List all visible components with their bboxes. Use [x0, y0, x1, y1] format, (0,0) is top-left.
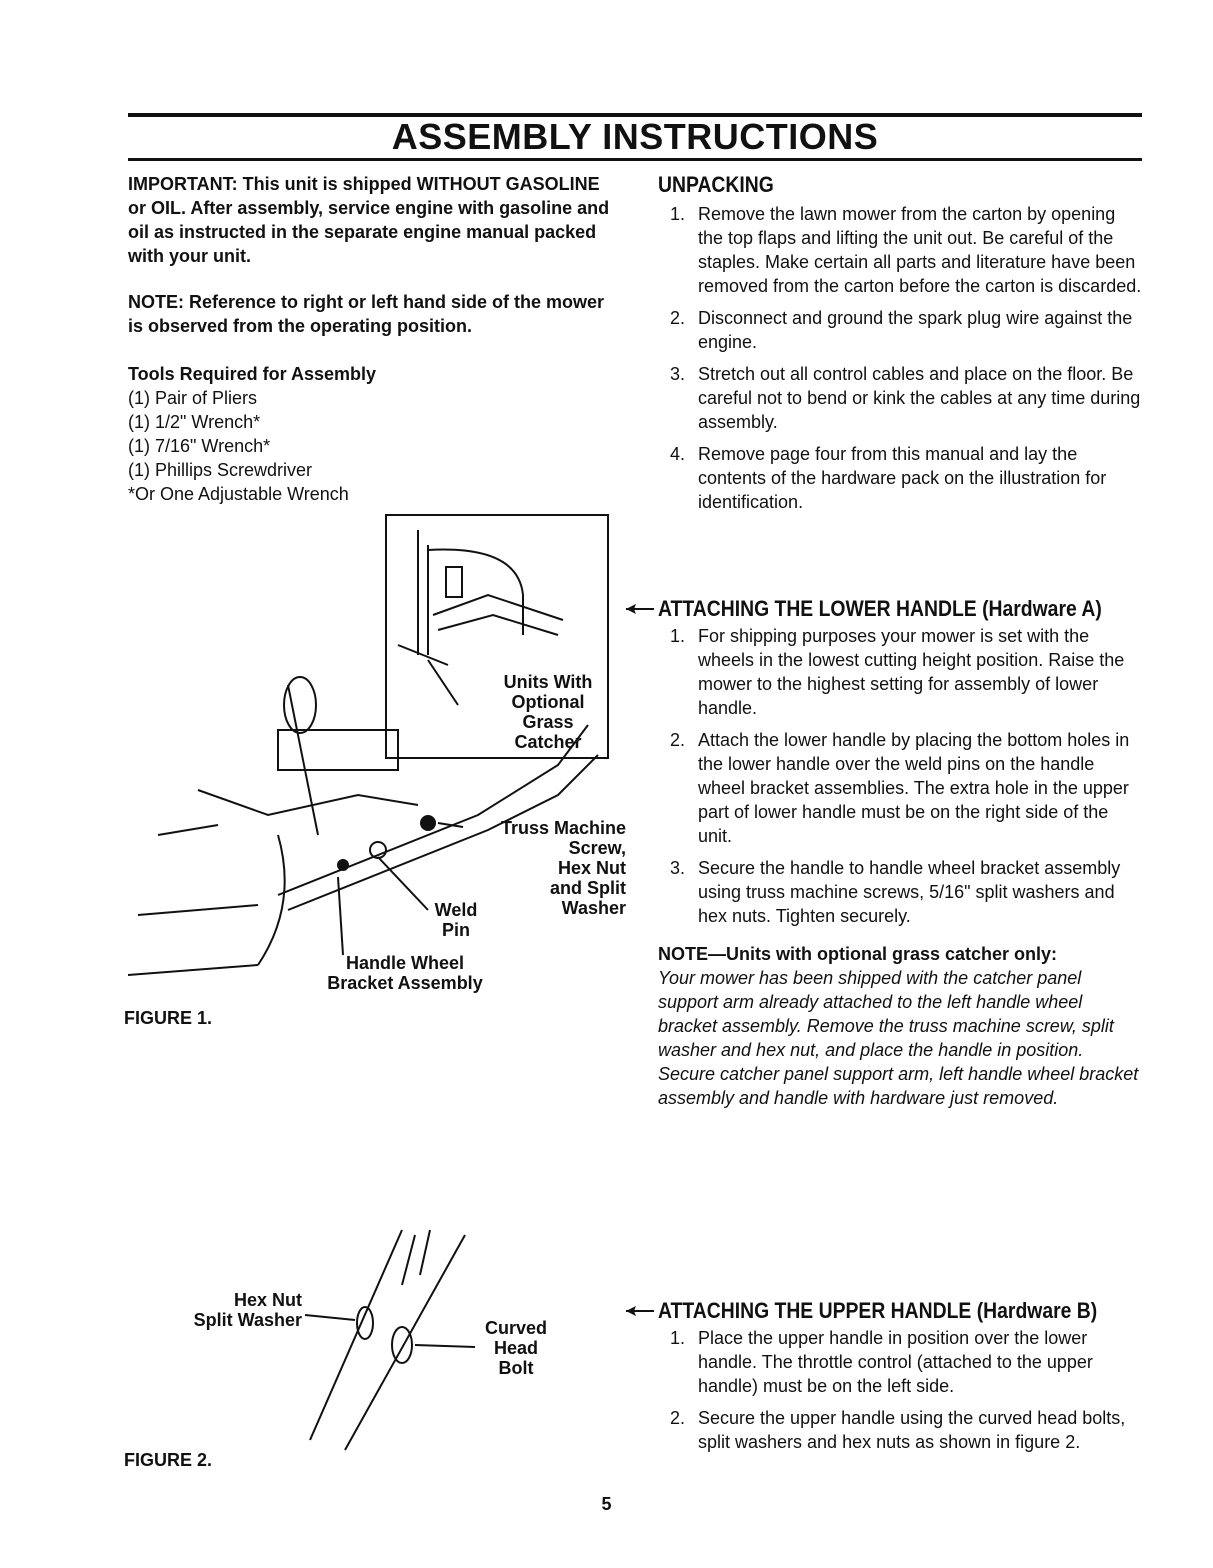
unpacking-steps: [658, 202, 1143, 514]
list-item: 1. Remove the lawn mower from the carton by opening the top flaps and lifting the unit out. Be careful of the staples. Make certain all parts and literature have been removed from the carton before the carton is discarded.: [670, 204, 1142, 296]
unpacking-section: [658, 172, 1143, 522]
hex-nut-dot: [420, 815, 436, 831]
side-reference-note: NOTE: Reference to right or left hand side of the mower is observed from the operating position.: [128, 292, 605, 336]
upper-handle-title: ATTACHING THE UPPER HANDLE (Hardware B): [658, 1298, 1098, 1323]
upper-handle-steps: [658, 1326, 1143, 1454]
page-number: 5: [601, 1494, 612, 1514]
list-item: 2. Disconnect and ground the spark plug wire against the engine.: [670, 308, 1133, 352]
wheel-arc: [258, 835, 285, 965]
lower-handle-steps: [658, 624, 1143, 928]
bracket-callout: Handle Wheel Bracket Assembly: [327, 953, 483, 993]
left-arrow-icon: [624, 602, 656, 616]
list-item: 1. Place the upper handle in position over the lower handle. The throttle control (attached to the upper handle) must be on the left side.: [670, 1328, 1093, 1396]
hex-nut-callout: Hex Nut Split Washer: [193, 1290, 302, 1330]
lower-handle-title: ATTACHING THE LOWER HANDLE (Hardware A): [658, 596, 1102, 621]
tool-item: *Or One Adjustable Wrench: [128, 484, 349, 504]
deck-edge: [198, 790, 418, 815]
tools-list: [128, 386, 618, 506]
title-rule: [128, 158, 1142, 161]
note-heading: NOTE—Units with optional grass catcher only:: [658, 944, 1058, 964]
tools-title: Tools Required for Assembly: [128, 364, 377, 384]
tool-item: (1) Pair of Pliers: [128, 388, 258, 408]
figure2-label: FIGURE 2.: [124, 1450, 213, 1470]
curved-bolt-callout: Curved Head Bolt: [484, 1318, 547, 1378]
shift-lever: [288, 685, 318, 835]
list-item: 1. For shipping purposes your mower is set with the wheels in the lowest cutting height position. Raise the mower to the highest setting for assembly of lower handle.: [670, 626, 1125, 718]
lever-knob: [284, 677, 316, 733]
handle-tube: [310, 1230, 465, 1450]
weld-pin-callout: Weld Pin: [434, 900, 478, 940]
note-text: Your mower has been shipped with the catcher panel support arm already attached to the left handle wheel bracket assembly. Remove the truss machine screw, split washer and hex nut, and place the handle in position. Secure catcher panel support arm, left handle wheel bracket assembly and handle with hardware just removed.: [658, 968, 1139, 1108]
grass-catcher-note: [658, 942, 1143, 1110]
inset-bracket: [433, 595, 563, 635]
page-title: ASSEMBLY INSTRUCTIONS: [391, 116, 879, 157]
figure2-illustration: [290, 1225, 490, 1455]
list-item: 3. Secure the handle to handle wheel bracket assembly using truss machine screws, 5/16" split washers and hex nuts. Tighten securely.: [670, 858, 1121, 926]
curved-bolt-head: [392, 1327, 412, 1363]
upper-handle-section: [658, 1298, 1143, 1462]
inset-knob: [446, 567, 462, 597]
lever-plate: [278, 730, 398, 770]
truss-screw-dot: [337, 859, 349, 871]
inset-handle: [418, 530, 523, 655]
unpacking-title: UNPACKING: [658, 172, 774, 197]
left-arrow-icon: [624, 1304, 656, 1318]
important-notice: IMPORTANT: This unit is shipped WITHOUT GASOLINE or OIL. After assembly, service engine with gasoline and oil as instructed in the separate engine manual packed with your unit.: [128, 174, 610, 266]
split-washer: [357, 1307, 373, 1339]
ground-lines: [128, 825, 258, 975]
list-item: 2. Secure the upper handle using the curved head bolts, split washers and hex nuts as shown in figure 2.: [670, 1408, 1126, 1452]
tool-item: (1) Phillips Screwdriver: [128, 460, 313, 480]
list-item: 3. Stretch out all control cables and place on the floor. Be careful not to bend or kink the cables at any time during assembly.: [670, 364, 1141, 432]
tool-item: (1) 1/2" Wrench*: [128, 412, 261, 432]
list-item: 4. Remove page four from this manual and lay the contents of the hardware pack on the illustration for identification.: [670, 444, 1107, 512]
lower-handle-section: [658, 596, 1143, 1110]
truss-callout: Truss Machine Screw, Hex Nut and Split Washer: [500, 818, 626, 918]
inset-callout: Units With Optional Grass Catcher: [503, 672, 593, 752]
list-item: 2. Attach the lower handle by placing the bottom holes in the lower handle over the weld pins on the handle wheel bracket assemblies. The extra hole in the upper part of lower handle must be on the right side of the unit.: [670, 730, 1130, 846]
tool-item: (1) 7/16" Wrench*: [128, 436, 271, 456]
hex-leader: [305, 1315, 355, 1320]
bolt-leader: [415, 1345, 475, 1347]
handle-tube-top: [402, 1230, 430, 1285]
figure1-label: FIGURE 1.: [124, 1008, 213, 1028]
